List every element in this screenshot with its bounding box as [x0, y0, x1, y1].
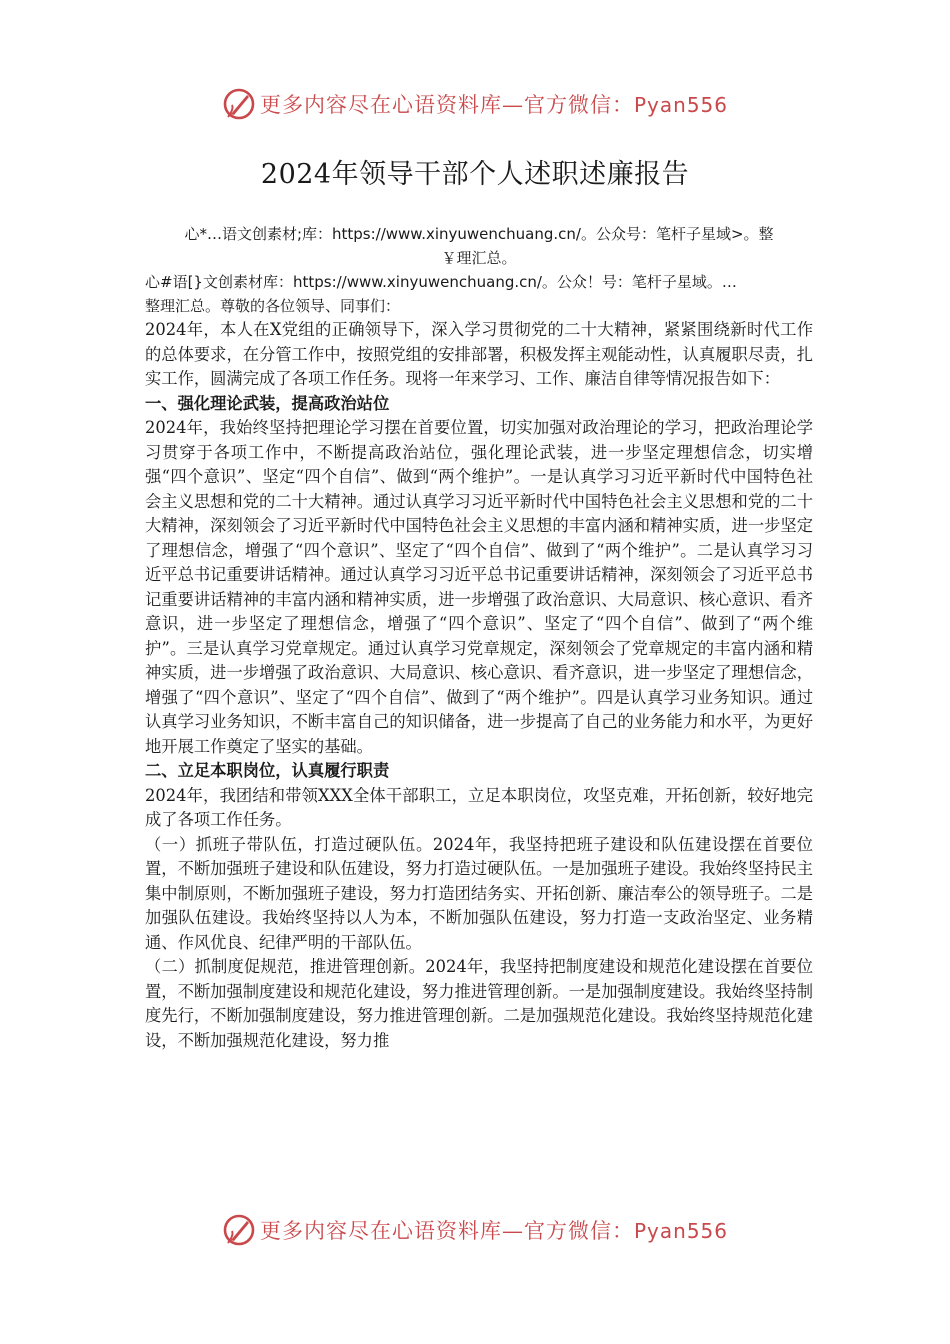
document-body [145, 222, 813, 1053]
quill-logo-icon [222, 1213, 256, 1247]
document-title: 2024年领导干部个人述职述廉报告 [260, 159, 690, 190]
body-paragraph: （一）抓班子带队伍，打造过硬队伍。2024年，我坚持把班子建设和队伍建设摆在首要位置，不断加强班子建设和队伍建设，努力打造过硬队伍。一是加强班子建设。我始终坚持民主集中制原则，不断加强班子建设，努力打造团结务实、开拓创新、廉洁奉公的领导班子。二是加强队伍建设。我始终坚持以人为本，不断加强队伍建设，努力打造一支政治坚定、业务精通、作风优良、纪律严明的干部队伍。 [145, 834, 813, 952]
footer-watermark-banner [0, 1210, 950, 1250]
body-paragraph: 2024年，我团结和带领XXX全体干部职工，立足本职岗位，攻坚克难，开拓创新，较好地完成了各项工作任务。 [145, 785, 813, 829]
banner-wechat-id: Pyan556 [633, 1219, 728, 1243]
section-heading: 一、强化理论武装，提高政治站位 [145, 393, 390, 413]
quill-logo-icon [222, 87, 256, 121]
meta-line: 心*…语文创素材;库：https://www.xinyuwenchuang.cn/。公众号：笔杆子星域>。整 [184, 225, 774, 243]
body-paragraph: 2024年，我始终坚持把理论学习摆在首要位置，切实加强对政治理论的学习，把政治理论学习贯穿于各项工作中，不断提高政治站位，强化理论武装，进一步坚定理想信念，切实增强“四个意识”、坚定“四个自信”、做到“两个维护”。一是认真学习习近平新时代中国特色社会主义思想和党的二十大精神。通过认真学习习近平新时代中国特色社会主义思想和党的二十大精神，深刻领会了习近平新时代中国特色社会主义思想的丰富内涵和精神实质，进一步坚定了理想信念，增强了“四个意识”、坚定了“四个自信”、做到了“两个维护”。二是认真学习习近平总书记重要讲话精神。通过认真学习习近平总书记重要讲话精神，深刻领会了习近平总书记重要讲话精神的丰富内涵和精神实质，进一步增强了政治意识、大局意识、核心意识、看齐意识，进一步坚定了理想信念，增强了“四个意识”、坚定了“四个自信”、做到了“两个维护”。三是认真学习党章规定。通过认真学习党章规定，深刻领会了党章规定的丰富内涵和精神实质，进一步增强了政治意识、大局意识、核心意识、看齐意识，进一步坚定了理想信念，增强了“四个意识”、坚定了“四个自信”、做到了“两个维护”。四是认真学习业务知识。通过认真学习业务知识，不断丰富自己的知识储备，进一步提高了自己的业务能力和水平，为更好地开展工作奠定了坚实的基础。 [145, 418, 813, 756]
meta-line: ￥理汇总。 [441, 249, 517, 267]
body-paragraph: （二）抓制度促规范，推进管理创新。2024年，我坚持把制度建设和规范化建设摆在首要位置，不断加强制度建设和规范化建设，努力推进管理创新。一是加强制度建设。我始终坚持制度先行，不断加强制度建设，努力推进管理创新。二是加强规范化建设。我始终坚持规范化建设，不断加强规范化建设，努力推 [145, 957, 813, 1050]
header-watermark-banner [0, 84, 950, 124]
intro-paragraph: 2024年，本人在X党组的正确领导下，深入学习贯彻党的二十大精神，紧紧围绕新时代工作的总体要求，在分管工作中，按照党组的安排部署，积极发挥主观能动性，认真履职尽责，扎实工作，圆满完成了各项工作任务。现将一年来学习、工作、廉洁自律等情况报告如下： [145, 320, 813, 388]
section-heading: 二、立足本职岗位，认真履行职责 [145, 761, 390, 780]
banner-wechat-id: Pyan556 [633, 93, 728, 117]
banner-text: 更多内容尽在心语资料库—官方微信：Pyan556 [259, 93, 728, 117]
banner-text: 更多内容尽在心语资料库—官方微信：Pyan556 [259, 1219, 728, 1243]
meta-line: 心#语[}文创素材库：https://www.xinyuwenchuang.cn/。公众！号：笔杆子星域。… [145, 273, 737, 291]
meta-line: 整理汇总。尊敬的各位领导、同事们： [145, 297, 401, 315]
